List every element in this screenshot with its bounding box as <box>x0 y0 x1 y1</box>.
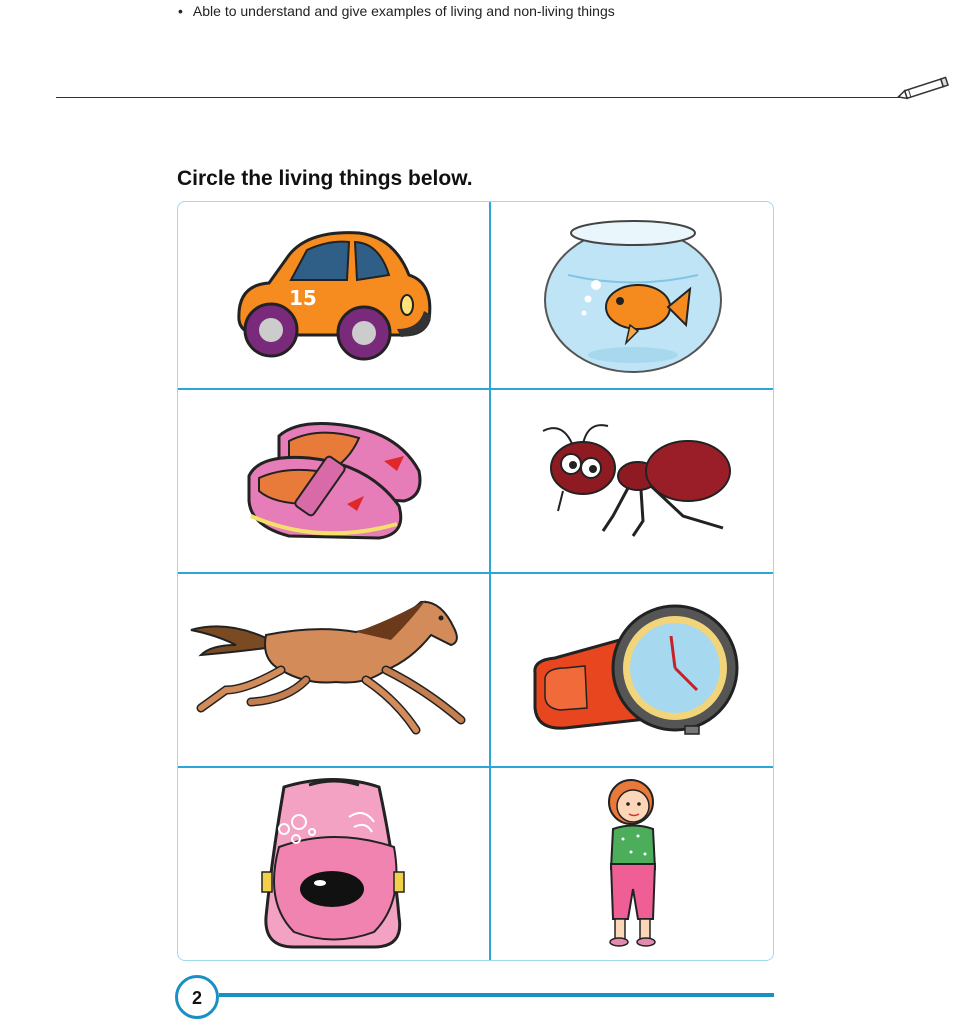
grid-cell-toy-car[interactable] <box>178 202 491 390</box>
grid-cell-fish-bowl[interactable] <box>491 202 774 390</box>
toy-car-number: 15 <box>288 286 317 310</box>
learning-objective <box>178 3 615 19</box>
school-bag-icon <box>254 777 414 952</box>
wristwatch-icon <box>525 598 740 743</box>
activity-heading: Circle the living things below. <box>177 167 473 190</box>
grid-cell-shoes[interactable] <box>178 390 491 574</box>
footer-line <box>219 993 774 997</box>
shoes-icon <box>239 416 429 546</box>
toy-car-icon <box>229 225 439 365</box>
page-number: 2 <box>175 975 219 1019</box>
picture-grid <box>177 201 774 961</box>
grid-cell-girl[interactable] <box>491 768 774 960</box>
grid-cell-horse[interactable] <box>178 574 491 768</box>
divider-line <box>56 97 906 98</box>
horse-icon <box>186 590 481 750</box>
bullet-icon: • <box>178 3 183 19</box>
pencil-icon <box>895 76 951 102</box>
girl-icon <box>593 774 673 954</box>
learning-objective-text: Able to understand and give examples of living and non-living things <box>192 3 615 19</box>
grid-cell-ant[interactable] <box>491 390 774 574</box>
fish-bowl-icon <box>538 215 728 375</box>
ant-icon <box>533 416 733 546</box>
grid-cell-wristwatch[interactable] <box>491 574 774 768</box>
grid-cell-school-bag[interactable] <box>178 768 491 960</box>
